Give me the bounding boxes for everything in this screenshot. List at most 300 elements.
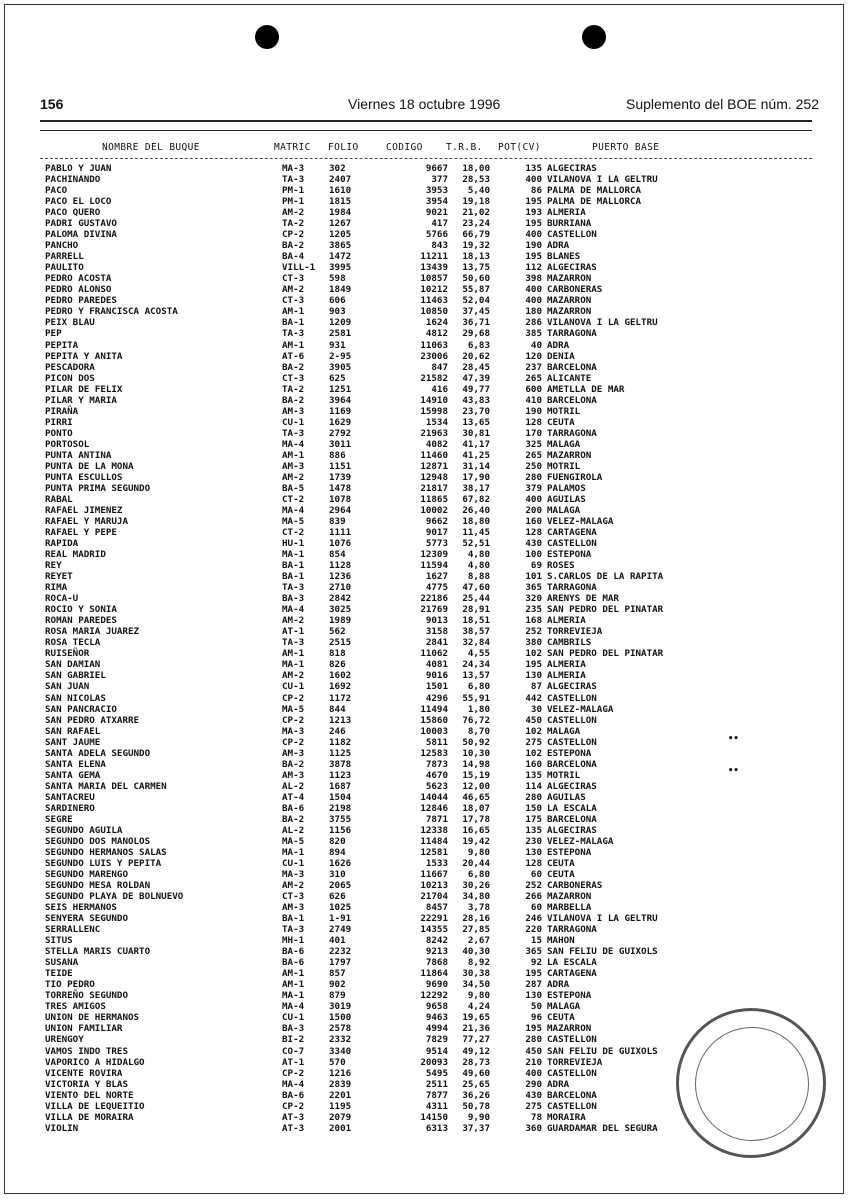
pot-cell: 450 — [525, 714, 542, 726]
puerto-base-cell: ESTEPONA — [547, 846, 592, 858]
folio-cell: 2839 — [329, 1078, 352, 1090]
codigo-cell: 11211 — [420, 251, 448, 263]
codigo-cell: 14355 — [420, 924, 448, 936]
table-row — [0, 450, 850, 461]
vessel-name-cell: SAN GABRIEL — [45, 670, 106, 682]
table-row — [0, 185, 850, 196]
trb-cell: 17,90 — [462, 471, 490, 483]
table-row — [0, 240, 850, 251]
codigo-cell: 9021 — [425, 207, 448, 219]
puerto-base-cell: SAN PEDRO DEL PINATAR — [547, 604, 664, 616]
matric-cell: AM-3 — [282, 405, 305, 417]
codigo-cell: 417 — [431, 218, 448, 230]
pot-cell: 135 — [525, 769, 542, 781]
folio-cell: 3011 — [329, 438, 352, 450]
punch-hole-left — [255, 25, 279, 49]
pot-cell: 170 — [525, 427, 542, 439]
table-row — [0, 880, 850, 891]
pot-cell: 275 — [525, 1100, 542, 1112]
table-row — [0, 748, 850, 759]
pot-cell: 235 — [525, 604, 542, 616]
matric-cell: TA-3 — [282, 582, 305, 594]
codigo-cell: 4081 — [425, 659, 448, 671]
folio-cell: 1626 — [329, 857, 352, 869]
vessel-name-cell: SEGRE — [45, 813, 73, 825]
trb-cell: 18,07 — [462, 802, 490, 814]
folio-cell: 1123 — [329, 769, 352, 781]
puerto-base-cell: ALGECIRAS — [547, 163, 597, 174]
trb-cell: 18,00 — [462, 163, 490, 174]
codigo-cell: 13439 — [420, 262, 448, 274]
trb-cell: 1,80 — [467, 703, 490, 715]
codigo-cell: 7868 — [425, 957, 448, 969]
folio-cell: 1076 — [329, 538, 352, 550]
trb-cell: 38,57 — [462, 626, 490, 638]
vessel-name-cell: PORTOSOL — [45, 438, 90, 450]
puerto-base-cell: VELEZ-MALAGA — [547, 835, 614, 847]
vessel-name-cell: VIOLIN — [45, 1122, 79, 1134]
trb-cell: 34,80 — [462, 891, 490, 903]
pot-cell: 398 — [525, 273, 542, 285]
trb-cell: 21,36 — [462, 1023, 490, 1035]
vessel-name-cell: PAULITO — [45, 262, 84, 274]
folio-cell: 879 — [329, 990, 346, 1002]
matric-cell: CT-2 — [282, 527, 305, 539]
trb-cell: 28,16 — [462, 913, 490, 925]
pot-cell: 128 — [525, 857, 542, 869]
vessel-name-cell: RUISEÑOR — [45, 648, 90, 660]
vessel-name-cell: SAN DAMIAN — [45, 659, 101, 671]
folio-cell: 3019 — [329, 1001, 352, 1013]
puerto-base-cell: BURRIANA — [547, 218, 592, 230]
trb-cell: 9,80 — [467, 990, 490, 1002]
codigo-cell: 14150 — [420, 1111, 448, 1123]
trb-cell: 6,80 — [467, 681, 490, 693]
matric-cell: MA-1 — [282, 990, 305, 1002]
vessel-name-cell: PUNTA DE LA MONA — [45, 460, 134, 472]
puerto-base-cell: VILANOVA I LA GELTRU — [547, 913, 658, 925]
codigo-cell: 11864 — [420, 968, 448, 980]
table-row — [0, 373, 850, 384]
matric-cell: AM-2 — [282, 471, 305, 483]
folio-cell: 1172 — [329, 692, 352, 704]
vessel-name-cell: RABAL — [45, 493, 73, 505]
matric-cell: AT-6 — [282, 350, 305, 362]
codigo-cell: 12583 — [420, 747, 448, 759]
trb-cell: 16,65 — [462, 824, 490, 836]
trb-cell: 18,13 — [462, 251, 490, 263]
vessel-name-cell: PACHINANDO — [45, 174, 101, 186]
table-row — [0, 273, 850, 284]
vessel-name-cell: PEPITA — [45, 339, 79, 351]
vessel-name-cell: ROMAN PAREDES — [45, 615, 117, 627]
vessel-name-cell: REY — [45, 560, 62, 572]
trb-cell: 2,67 — [467, 935, 490, 947]
pot-cell: 210 — [525, 1056, 542, 1068]
codigo-cell: 14044 — [420, 791, 448, 803]
puerto-base-cell: MOTRIL — [547, 405, 581, 417]
pot-cell: 400 — [525, 284, 542, 296]
codigo-cell: 1627 — [425, 571, 448, 583]
pot-cell: 265 — [525, 449, 542, 461]
matric-cell: VILL-1 — [282, 262, 316, 274]
puerto-base-cell: CEUTA — [547, 869, 575, 880]
pot-cell: 112 — [525, 262, 542, 274]
puerto-base-cell: ALICANTE — [547, 372, 592, 384]
matric-cell: AM-3 — [282, 769, 305, 781]
vessel-name-cell: PACO QUERO — [45, 207, 101, 219]
folio-cell: 1125 — [329, 747, 352, 759]
table-row — [0, 1001, 850, 1012]
vessel-name-cell: VILLA DE MORAIRA — [45, 1111, 134, 1123]
folio-cell: 820 — [329, 835, 346, 847]
vessel-name-cell: RAFAEL JIMENEZ — [45, 504, 123, 516]
page-header — [40, 96, 820, 116]
table-row — [0, 979, 850, 990]
folio-cell: 839 — [329, 516, 346, 527]
pot-cell: 40 — [530, 339, 542, 351]
codigo-cell: 12292 — [420, 990, 448, 1002]
matric-cell: BA-2 — [282, 394, 305, 406]
vessel-name-cell: PESCADORA — [45, 361, 95, 373]
pot-cell: 130 — [525, 670, 542, 682]
folio-cell: 2842 — [329, 593, 352, 605]
trb-cell: 52,51 — [462, 538, 490, 550]
matric-cell: CU-1 — [282, 1012, 305, 1024]
table-row — [0, 295, 850, 306]
folio-cell: 1739 — [329, 471, 352, 483]
table-row — [0, 891, 850, 902]
trb-cell: 41,17 — [462, 438, 490, 450]
folio-cell: 1216 — [329, 1067, 352, 1079]
table-row — [0, 781, 850, 792]
matric-cell: BA-6 — [282, 1089, 305, 1101]
folio-cell: 2407 — [329, 174, 352, 186]
puerto-base-cell: PALMA DE MALLORCA — [547, 196, 642, 208]
folio-cell: 3865 — [329, 240, 352, 252]
table-row — [0, 229, 850, 240]
pot-cell: 385 — [525, 328, 542, 340]
trb-cell: 13,57 — [462, 670, 490, 682]
table-row — [0, 593, 850, 604]
vessel-name-cell: SAN RAFAEL — [45, 725, 101, 737]
matric-cell: MA-3 — [282, 725, 305, 737]
codigo-cell: 11667 — [420, 869, 448, 880]
folio-cell: 3995 — [329, 262, 352, 274]
trb-cell: 55,87 — [462, 284, 490, 296]
folio-cell: 1-91 — [329, 913, 352, 925]
folio-cell: 2792 — [329, 427, 352, 439]
pot-cell: 220 — [525, 924, 542, 936]
matric-cell: AM-2 — [282, 284, 305, 296]
folio-cell: 1078 — [329, 493, 352, 505]
matric-cell: TA-2 — [282, 383, 305, 395]
codigo-cell: 3954 — [425, 196, 448, 208]
codigo-cell: 4296 — [425, 692, 448, 704]
puerto-base-cell: ADRA — [547, 979, 570, 991]
matric-cell: BA-2 — [282, 361, 305, 373]
puerto-base-cell: CASTELLON — [547, 1067, 597, 1079]
puerto-base-cell: ARENYS DE MAR — [547, 593, 619, 605]
puerto-base-cell: CASTELLON — [547, 229, 597, 241]
trb-cell: 36,71 — [462, 317, 490, 329]
vessel-name-cell: URENGOY — [45, 1034, 84, 1046]
codigo-cell: 11494 — [420, 703, 448, 715]
puerto-base-cell: MOTRIL — [547, 769, 581, 781]
matric-cell: CP-2 — [282, 692, 305, 704]
vessel-name-cell: PEPITA Y ANITA — [45, 350, 123, 362]
vessel-name-cell: PONTO — [45, 427, 73, 439]
folio-cell: 2201 — [329, 1089, 352, 1101]
pot-cell: 252 — [525, 626, 542, 638]
matric-cell: BA-5 — [282, 482, 305, 494]
codigo-cell: 10003 — [420, 725, 448, 737]
table-row — [0, 560, 850, 571]
pot-cell: 130 — [525, 846, 542, 858]
official-stamp — [676, 1008, 826, 1158]
folio-cell: 626 — [329, 891, 346, 903]
pot-cell: 102 — [525, 747, 542, 759]
table-row — [0, 670, 850, 681]
puerto-base-cell: MAZARRON — [547, 295, 592, 307]
codigo-cell: 11594 — [420, 560, 448, 572]
table-row — [0, 604, 850, 615]
puerto-base-cell: MAZARRON — [547, 891, 592, 903]
puerto-base-cell: S.CARLOS DE LA RAPITA — [547, 571, 664, 583]
pot-cell: 320 — [525, 593, 542, 605]
puerto-base-cell: BARCELONA — [547, 1089, 597, 1101]
matric-cell: AM-3 — [282, 747, 305, 759]
vessel-name-cell: VILLA DE LEQUEITIO — [45, 1100, 145, 1112]
matric-cell: AM-3 — [282, 460, 305, 472]
vessel-name-cell: SANTA MARIA DEL CARMEN — [45, 780, 167, 792]
trb-cell: 20,62 — [462, 350, 490, 362]
trb-cell: 18,80 — [462, 516, 490, 527]
pot-cell: 195 — [525, 1023, 542, 1035]
trb-cell: 9,90 — [467, 1111, 490, 1123]
folio-cell: 3755 — [329, 813, 352, 825]
vessel-name-cell: SUSANA — [45, 957, 79, 969]
vessel-name-cell: SEGUNDO DOS MANOLOS — [45, 835, 151, 847]
pot-cell: 193 — [525, 207, 542, 219]
pot-cell: 400 — [525, 493, 542, 505]
matric-cell: TA-3 — [282, 174, 305, 186]
vessel-name-cell: TORREÑO SEGUNDO — [45, 990, 128, 1002]
puerto-base-cell: MORAIRA — [547, 1111, 586, 1123]
pot-cell: 160 — [525, 758, 542, 770]
vessel-name-cell: VAPORICO A HIDALGO — [45, 1056, 145, 1068]
table-row — [0, 836, 850, 847]
vessel-name-cell: PUNTA PRIMA SEGUNDO — [45, 482, 151, 494]
codigo-cell: 7873 — [425, 758, 448, 770]
pot-cell: 128 — [525, 416, 542, 428]
trb-cell: 28,91 — [462, 604, 490, 616]
codigo-cell: 21817 — [420, 482, 448, 494]
puerto-base-cell: BARCELONA — [547, 394, 597, 406]
vessel-name-cell: REAL MADRID — [45, 549, 106, 561]
table-row — [0, 825, 850, 836]
trb-cell: 67,82 — [462, 493, 490, 505]
pot-cell: 96 — [530, 1012, 542, 1024]
folio-cell: 3340 — [329, 1045, 352, 1057]
pot-cell: 135 — [525, 824, 542, 836]
col-header-pot: POT(CV) — [498, 142, 541, 153]
folio-cell: 818 — [329, 648, 346, 660]
codigo-cell: 9016 — [425, 670, 448, 682]
folio-cell: 1156 — [329, 824, 352, 836]
matric-cell: MA-1 — [282, 659, 305, 671]
vessel-name-cell: STELLA MARIS CUARTO — [45, 946, 151, 958]
folio-cell: 826 — [329, 659, 346, 671]
pot-cell: 87 — [530, 681, 542, 693]
puerto-base-cell: PALAMOS — [547, 482, 586, 494]
table-row — [0, 317, 850, 328]
folio-cell: 1209 — [329, 317, 352, 329]
pot-cell: 150 — [525, 802, 542, 814]
margin-mark: •• — [728, 734, 739, 744]
table-row — [0, 648, 850, 659]
table-row — [0, 902, 850, 913]
puerto-base-cell: CASTELLON — [547, 736, 597, 748]
matric-cell: AT-3 — [282, 1111, 305, 1123]
matric-cell: CT-2 — [282, 493, 305, 505]
matric-cell: MA-4 — [282, 438, 305, 450]
codigo-cell: 7871 — [425, 813, 448, 825]
trb-cell: 17,78 — [462, 813, 490, 825]
trb-cell: 11,45 — [462, 527, 490, 539]
codigo-cell: 9013 — [425, 615, 448, 627]
puerto-base-cell: SAN FELIU DE GUIXOLS — [547, 1045, 658, 1057]
folio-cell: 1849 — [329, 284, 352, 296]
folio-cell: 1025 — [329, 902, 352, 914]
pot-cell: 290 — [525, 1078, 542, 1090]
folio-cell: 1169 — [329, 405, 352, 417]
col-header-trb: T.R.B. — [446, 142, 483, 153]
puerto-base-cell: LA ESCALA — [547, 802, 597, 814]
puerto-base-cell: VELEZ-MALAGA — [547, 703, 614, 715]
table-row — [0, 659, 850, 670]
matric-cell: AM-2 — [282, 670, 305, 682]
matric-cell: AM-1 — [282, 979, 305, 991]
codigo-cell: 5773 — [425, 538, 448, 550]
table-top-rule — [40, 130, 812, 131]
codigo-cell: 9017 — [425, 527, 448, 539]
folio-cell: 2-95 — [329, 350, 352, 362]
matric-cell: BA-4 — [282, 251, 305, 263]
vessel-name-cell: SAN JUAN — [45, 681, 90, 693]
trb-cell: 21,02 — [462, 207, 490, 219]
pot-cell: 266 — [525, 891, 542, 903]
table-row — [0, 306, 850, 317]
table-row — [0, 505, 850, 516]
folio-cell: 1251 — [329, 383, 352, 395]
trb-cell: 18,51 — [462, 615, 490, 627]
folio-cell: 2332 — [329, 1034, 352, 1046]
matric-cell: AL-2 — [282, 780, 305, 792]
vessel-name-cell: SEGUNDO PLAYA DE BOLNUEVO — [45, 891, 184, 903]
folio-cell: 1182 — [329, 736, 352, 748]
pot-cell: 250 — [525, 460, 542, 472]
matric-cell: AM-1 — [282, 306, 305, 318]
puerto-base-cell: BARCELONA — [547, 361, 597, 373]
codigo-cell: 5495 — [425, 1067, 448, 1079]
vessel-name-cell: SEGUNDO HERMANOS SALAS — [45, 846, 167, 858]
pot-cell: 365 — [525, 582, 542, 594]
codigo-cell: 22186 — [420, 593, 448, 605]
folio-cell: 246 — [329, 725, 346, 737]
matric-cell: CU-1 — [282, 681, 305, 693]
pot-cell: 128 — [525, 527, 542, 539]
pot-cell: 237 — [525, 361, 542, 373]
pot-cell: 114 — [525, 780, 542, 792]
matric-cell: CT-3 — [282, 891, 305, 903]
trb-cell: 4,80 — [467, 549, 490, 561]
trb-cell: 43,83 — [462, 394, 490, 406]
codigo-cell: 6313 — [425, 1122, 448, 1134]
punch-hole-right — [582, 25, 606, 49]
pot-cell: 195 — [525, 968, 542, 980]
vessel-name-cell: PIRAÑA — [45, 405, 79, 417]
codigo-cell: 1533 — [425, 857, 448, 869]
codigo-cell: 12309 — [420, 549, 448, 561]
matric-cell: BA-1 — [282, 317, 305, 329]
puerto-base-cell: VELEZ-MALAGA — [547, 516, 614, 527]
puerto-base-cell: ADRA — [547, 339, 570, 351]
matric-cell: BA-3 — [282, 1023, 305, 1035]
puerto-base-cell: ESTEPONA — [547, 990, 592, 1002]
vessel-name-cell: ROCA-U — [45, 593, 79, 605]
codigo-cell: 15998 — [420, 405, 448, 417]
vessel-name-cell: VICTORIA Y BLAS — [45, 1078, 128, 1090]
pot-cell: 195 — [525, 251, 542, 263]
matric-cell: AT-4 — [282, 791, 305, 803]
matric-cell: AM-1 — [282, 339, 305, 351]
folio-cell: 2198 — [329, 802, 352, 814]
pot-cell: 120 — [525, 350, 542, 362]
vessel-name-cell: PILAR DE FELIX — [45, 383, 123, 395]
table-row — [0, 681, 850, 692]
pot-cell: 130 — [525, 990, 542, 1002]
puerto-base-cell: ALMERIA — [547, 670, 586, 682]
vessel-name-cell: SENYERA SEGUNDO — [45, 913, 128, 925]
col-header-codigo: CODIGO — [386, 142, 423, 153]
puerto-base-cell: AMETLLA DE MAR — [547, 383, 625, 395]
col-header-name: NOMBRE DEL BUQUE — [102, 142, 200, 153]
puerto-base-cell: CARBONERAS — [547, 880, 603, 892]
table-row — [0, 924, 850, 935]
puerto-base-cell: CARTAGENA — [547, 527, 597, 539]
matric-cell: CT-3 — [282, 372, 305, 384]
table-row — [0, 803, 850, 814]
matric-cell: MA-4 — [282, 1078, 305, 1090]
codigo-cell: 4082 — [425, 438, 448, 450]
puerto-base-cell: ROSES — [547, 560, 575, 572]
folio-cell: 2079 — [329, 1111, 352, 1123]
folio-cell: 1984 — [329, 207, 352, 219]
matric-cell: TA-3 — [282, 328, 305, 340]
trb-cell: 28,45 — [462, 361, 490, 373]
table-row — [0, 715, 850, 726]
codigo-cell: 4775 — [425, 582, 448, 594]
puerto-base-cell: ALGECIRAS — [547, 262, 597, 274]
puerto-base-cell: CASTELLON — [547, 1034, 597, 1046]
vessel-name-cell: SANTA GEMA — [45, 769, 101, 781]
matric-cell: CP-2 — [282, 1067, 305, 1079]
table-row — [0, 262, 850, 273]
vessel-name-cell: PARRELL — [45, 251, 84, 263]
codigo-cell: 14910 — [420, 394, 448, 406]
pot-cell: 450 — [525, 1045, 542, 1057]
